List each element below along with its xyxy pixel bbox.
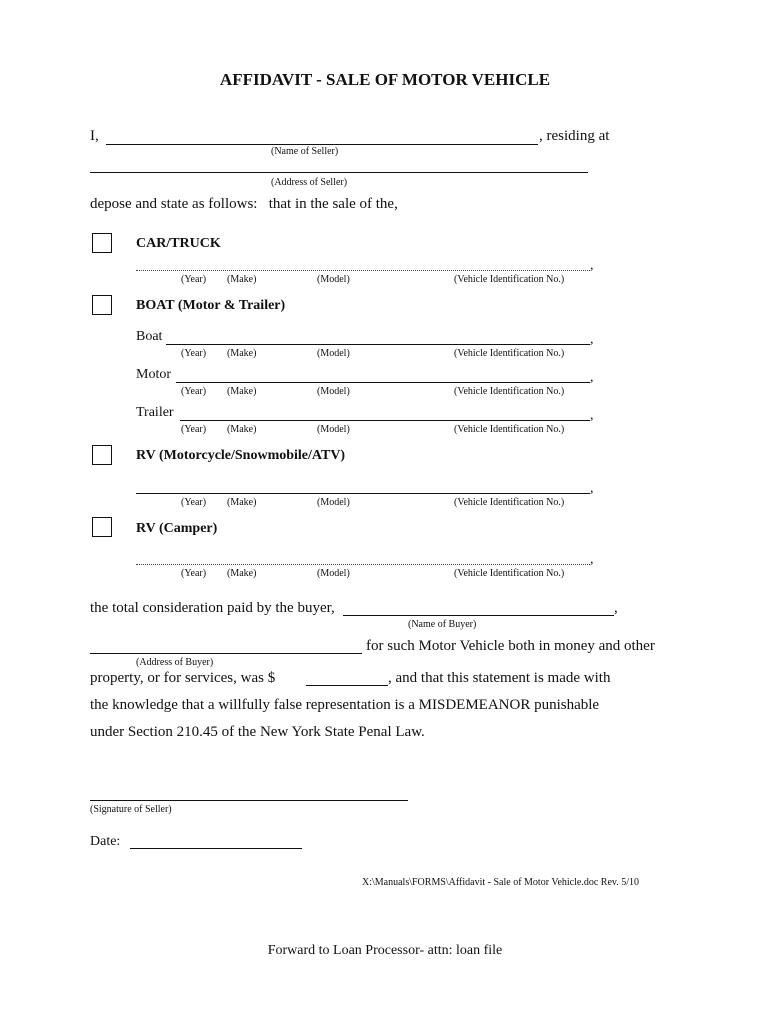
document-title: AFFIDAVIT - SALE OF MOTOR VEHICLE bbox=[219, 70, 551, 89]
buyer-address-field[interactable] bbox=[90, 653, 362, 654]
knowledge-text: the knowledge that a willfully false representation is a MISDEMEANOR punishable bbox=[90, 697, 600, 713]
car-truck-checkbox[interactable] bbox=[92, 233, 112, 253]
motor-row-label: Motor bbox=[136, 367, 171, 382]
comma-mark: , bbox=[590, 332, 594, 347]
model-caption: (Model) bbox=[317, 424, 350, 435]
comma-mark: , bbox=[590, 370, 594, 385]
make-caption: (Make) bbox=[227, 348, 257, 359]
seller-name-field[interactable] bbox=[106, 144, 538, 145]
year-caption: (Year) bbox=[181, 568, 207, 579]
year-caption: (Year) bbox=[181, 424, 207, 435]
rv-motorcycle-checkbox[interactable] bbox=[92, 445, 112, 465]
depose-statement: depose and state as follows: that in the sale of the, bbox=[90, 196, 398, 212]
rv-camper-label: RV (Camper) bbox=[136, 521, 218, 536]
signature-caption: (Signature of Seller) bbox=[90, 804, 172, 815]
consideration-text: the total consideration paid by the buyer, bbox=[90, 600, 335, 616]
comma-mark: , bbox=[590, 552, 594, 567]
model-caption: (Model) bbox=[317, 386, 350, 397]
date-label: Date: bbox=[90, 834, 121, 849]
boat-label: BOAT (Motor & Trailer) bbox=[136, 298, 286, 313]
model-caption: (Model) bbox=[317, 348, 350, 359]
buyer-name-field[interactable] bbox=[343, 615, 614, 616]
year-caption: (Year) bbox=[181, 274, 207, 285]
seller-address-field[interactable] bbox=[90, 172, 588, 173]
car-truck-label: CAR/TRUCK bbox=[136, 236, 221, 251]
boat-details-field[interactable] bbox=[166, 344, 590, 345]
footer-note: Forward to Loan Processor- attn: loan file bbox=[267, 943, 503, 958]
seller-signature-field[interactable] bbox=[90, 800, 408, 801]
boat-row-label: Boat bbox=[136, 329, 163, 344]
rv-camper-checkbox[interactable] bbox=[92, 517, 112, 537]
vin-caption: (Vehicle Identification No.) bbox=[454, 568, 565, 579]
motor-vehicle-text: for such Motor Vehicle both in money and other bbox=[366, 638, 655, 654]
model-caption: (Model) bbox=[317, 497, 350, 508]
statement-text: , and that this statement is made with bbox=[388, 670, 611, 686]
rv-camper-details-field[interactable] bbox=[136, 564, 590, 565]
seller-prefix: I, bbox=[90, 128, 99, 144]
boat-checkbox[interactable] bbox=[92, 295, 112, 315]
car-truck-details-field[interactable] bbox=[136, 270, 590, 271]
seller-address-caption: (Address of Seller) bbox=[271, 177, 348, 188]
model-caption: (Model) bbox=[317, 274, 350, 285]
buyer-address-caption: (Address of Buyer) bbox=[136, 657, 214, 668]
vin-caption: (Vehicle Identification No.) bbox=[454, 497, 565, 508]
amount-field[interactable] bbox=[306, 685, 388, 686]
year-caption: (Year) bbox=[181, 348, 207, 359]
penal-law-text: under Section 210.45 of the New York State Penal Law. bbox=[90, 724, 425, 740]
make-caption: (Make) bbox=[227, 386, 257, 397]
year-caption: (Year) bbox=[181, 497, 207, 508]
file-reference: X:\Manuals\FORMS\Affidavit - Sale of Motor Vehicle.doc Rev. 5/10 bbox=[362, 877, 640, 888]
seller-name-caption: (Name of Seller) bbox=[271, 146, 339, 157]
vin-caption: (Vehicle Identification No.) bbox=[454, 424, 565, 435]
residing-at-label: , residing at bbox=[539, 128, 610, 144]
make-caption: (Make) bbox=[227, 497, 257, 508]
date-field[interactable] bbox=[130, 848, 302, 849]
year-caption: (Year) bbox=[181, 386, 207, 397]
comma-mark: , bbox=[590, 481, 594, 496]
rv-motorcycle-label: RV (Motorcycle/Snowmobile/ATV) bbox=[136, 448, 346, 463]
property-text: property, or for services, was $ bbox=[90, 670, 276, 686]
vin-caption: (Vehicle Identification No.) bbox=[454, 274, 565, 285]
vin-caption: (Vehicle Identification No.) bbox=[454, 348, 565, 359]
trailer-details-field[interactable] bbox=[180, 420, 590, 421]
comma-mark: , bbox=[590, 258, 594, 273]
model-caption: (Model) bbox=[317, 568, 350, 579]
vin-caption: (Vehicle Identification No.) bbox=[454, 386, 565, 397]
motor-details-field[interactable] bbox=[176, 382, 590, 383]
make-caption: (Make) bbox=[227, 274, 257, 285]
make-caption: (Make) bbox=[227, 568, 257, 579]
comma-mark: , bbox=[590, 408, 594, 423]
make-caption: (Make) bbox=[227, 424, 257, 435]
trailer-row-label: Trailer bbox=[136, 405, 174, 420]
buyer-name-caption: (Name of Buyer) bbox=[408, 619, 477, 630]
rv-motorcycle-details-field[interactable] bbox=[136, 493, 590, 494]
